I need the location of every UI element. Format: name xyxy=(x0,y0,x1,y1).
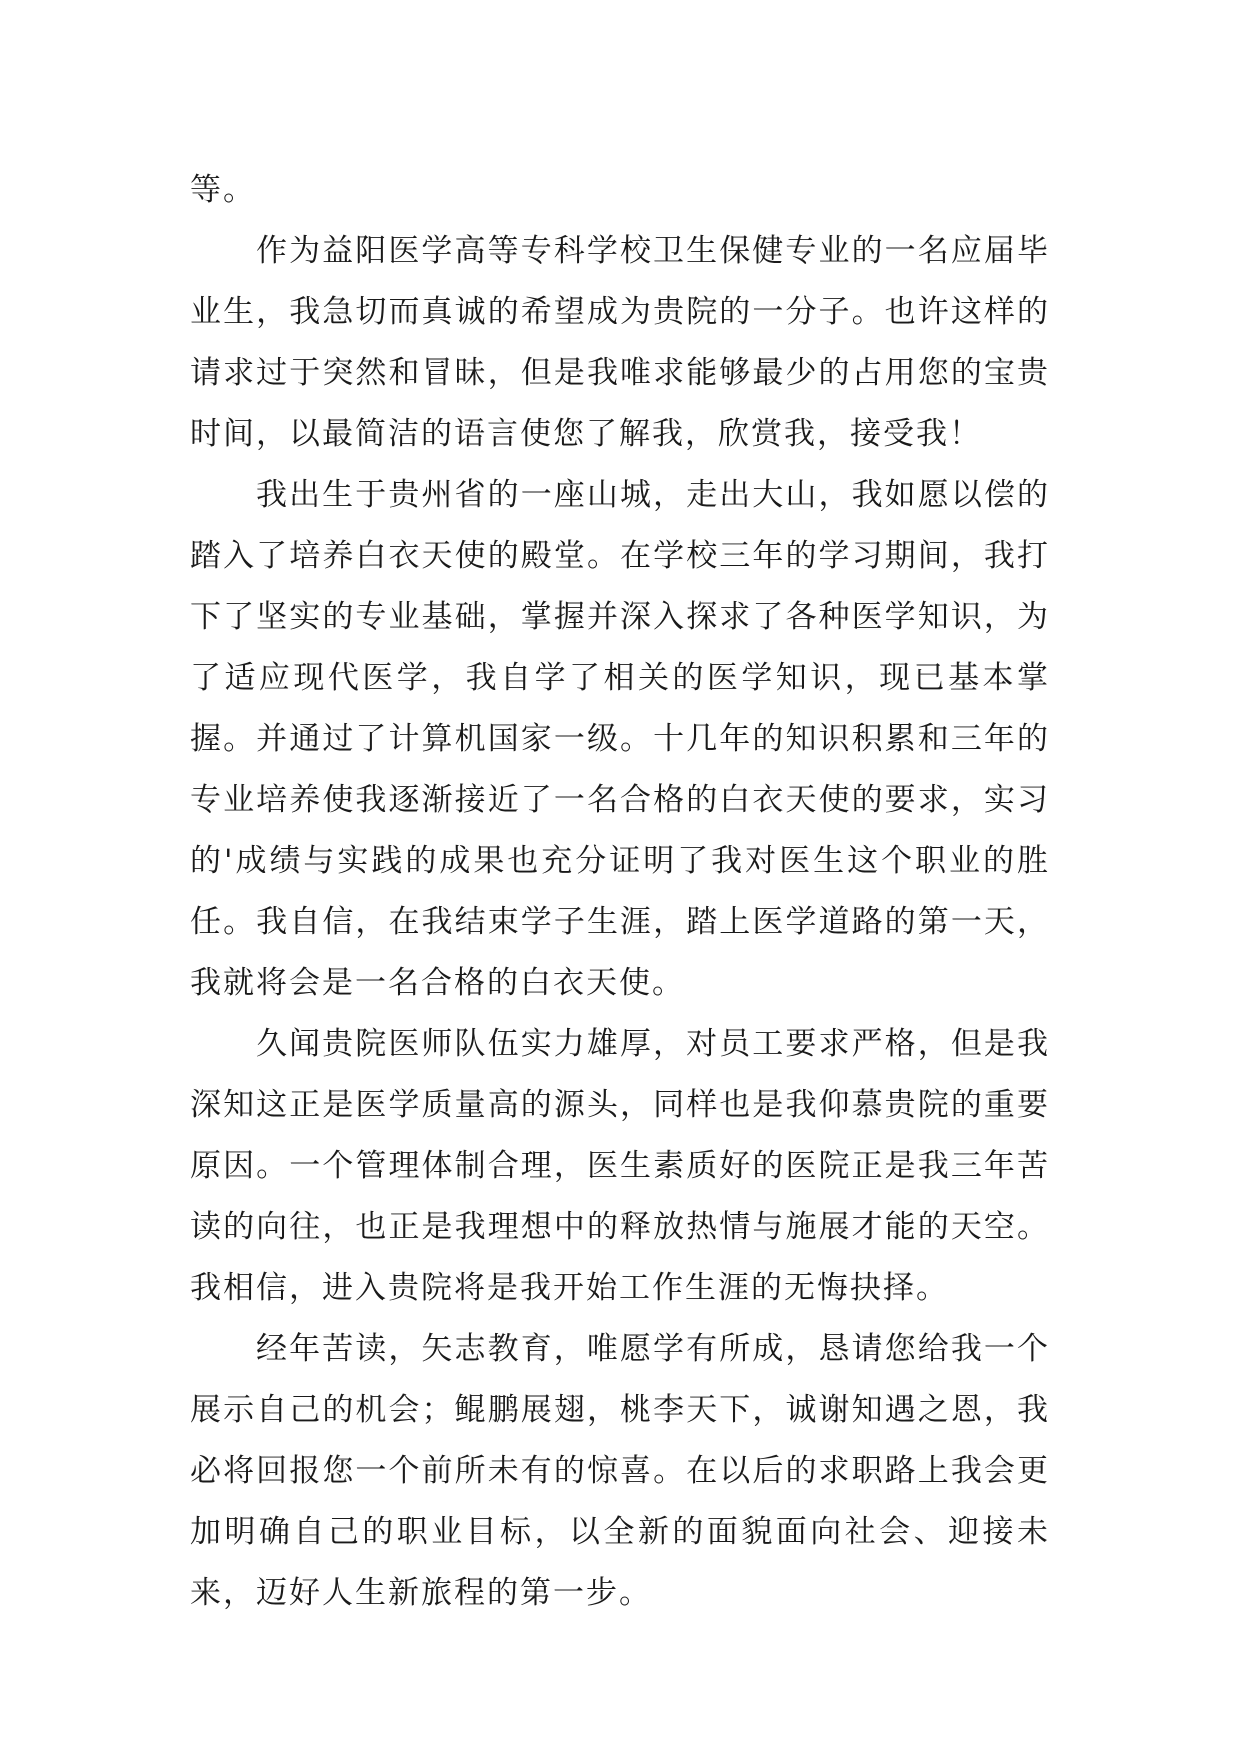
paragraph-3: 我出生于贵州省的一座山城，走出大山，我如愿以偿的踏入了培养白衣天使的殿堂。在学校三年的学习期间，我打下了坚实的专业基础，掌握并深入探求了各种医学知识，为了适应现代医学，我自学了相关的医学知识，现已基本掌握。并通过了计算机国家一级。十几年的知识积累和三年的专业培养使我逐渐接近了一名合格的白衣天使的要求，实习的'成绩与实践的成果也充分证明了我对医生这个职业的胜任。我自信，在我结束学子生涯，踏上医学道路的第一天，我就将会是一名合格的白衣天使。 xyxy=(190,477,1050,1001)
document-body xyxy=(190,160,1050,1624)
paragraph-5: 经年苦读，矢志教育，唯愿学有所成，恳请您给我一个展示自己的机会；鲲鹏展翅，桃李天下，诚谢知遇之恩，我必将回报您一个前所未有的惊喜。在以后的求职路上我会更加明确自己的职业目标，以全新的面貌面向社会、迎接未来，迈好人生新旅程的第一步。 xyxy=(190,1331,1050,1611)
paragraph-4: 久闻贵院医师队伍实力雄厚，对员工要求严格，但是我深知这正是医学质量高的源头，同样也是我仰慕贵院的重要原因。一个管理体制合理，医生素质好的医院正是我三年苦读的向往，也正是我理想中的释放热情与施展才能的天空。我相信，进入贵院将是我开始工作生涯的无悔抉择。 xyxy=(190,1026,1050,1306)
paragraph-1: 等。 xyxy=(190,172,256,208)
paragraph-2: 作为益阳医学高等专科学校卫生保健专业的一名应届毕业生，我急切而真诚的希望成为贵院的一分子。也许这样的请求过于突然和冒昧，但是我唯求能够最少的占用您的宝贵时间，以最简洁的语言使您了解我，欣赏我，接受我！ xyxy=(190,233,1050,452)
